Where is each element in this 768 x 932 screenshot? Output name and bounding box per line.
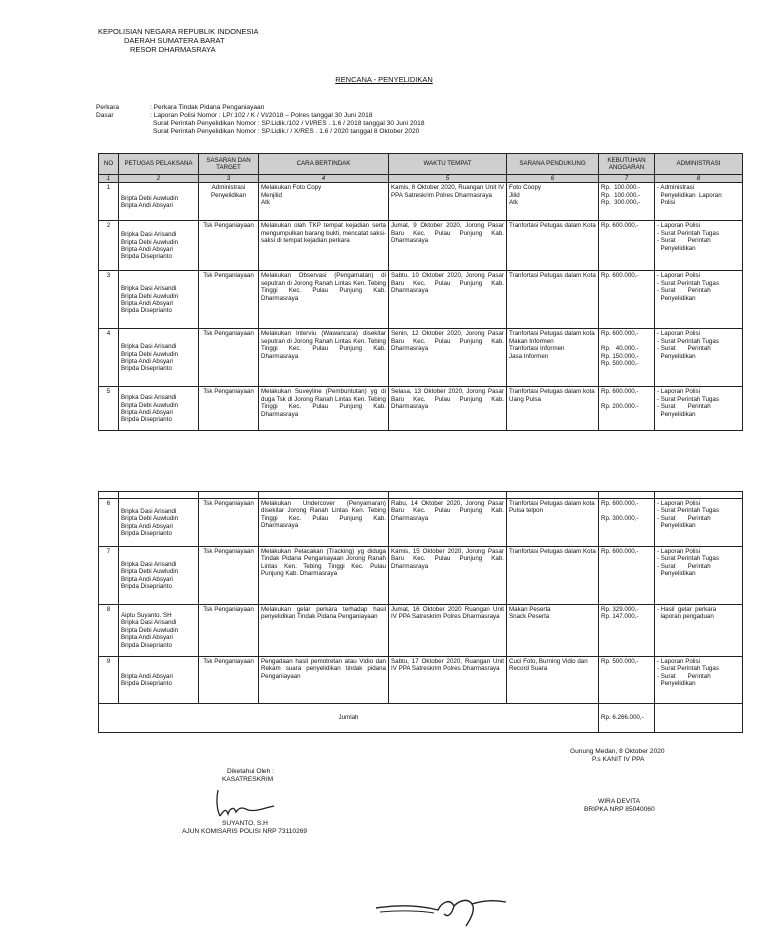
officer-name: Bripda Diseprianto	[121, 680, 172, 687]
table-row	[99, 657, 743, 704]
place-date: Gunung Medan, 8 Oktober 2020	[570, 748, 665, 755]
signature-block-left	[182, 768, 362, 836]
table-row	[99, 387, 743, 431]
sarana-cell	[507, 605, 599, 657]
officer-name: Bripta Debi Auwludin	[121, 568, 179, 576]
cara-cell	[259, 183, 389, 221]
sarana-cell	[507, 387, 599, 431]
sarana-cell	[507, 657, 599, 704]
column-header: SASARAN DAN TARGET	[199, 154, 259, 175]
table-row	[99, 329, 743, 387]
officer-name: Bripta Andi Absyari	[121, 672, 173, 680]
signer-role-left: KASATRESKRIM	[222, 776, 274, 783]
anggaran-line: Rp. 300.000,-	[601, 199, 641, 207]
cara-line: Pengadaan hasil pemotretan atau Vidio dan Rekam suara penyelidikan tindak pidana Penganiayaan	[261, 658, 388, 680]
administrasi-line: - Laporan Polisi	[657, 658, 700, 665]
anggaran-line	[601, 507, 652, 514]
officer-name: Bripta Andi Absyari	[121, 299, 173, 307]
blank-top-row	[99, 492, 743, 499]
sarana-line: Tranfortasi Petugas dalam kota	[509, 500, 595, 507]
plan-table-page-2	[98, 491, 743, 733]
anggaran-line: Rp. 500.000,-	[601, 360, 639, 368]
administrasi-cell	[655, 657, 743, 704]
table-row	[99, 221, 743, 271]
row-number: 2	[99, 221, 119, 271]
officer-name: Bripta Debi Auwludin	[121, 194, 179, 202]
anggaran-line: Rp. 600.000,-	[601, 330, 639, 338]
administrasi-line: - Surat Perintah	[657, 287, 711, 295]
officer-name: Bripda Diseprianto	[121, 529, 172, 537]
total-label: Jumlah	[99, 704, 599, 733]
officer-name: Bripka Dasi Arisandi	[121, 343, 177, 351]
sarana-cell	[507, 329, 599, 387]
administrasi-line: - Surat Perintah	[657, 403, 711, 411]
administrasi-line: Penyelidikan Laporan	[657, 191, 722, 199]
anggaran-cell	[599, 657, 655, 704]
letterhead-line-1: KEPOLISIAN NEGARA REPUBLIK INDONESIA	[98, 27, 259, 36]
sasaran-cell: Tsk Penganiayaan	[199, 499, 259, 547]
cara-line: Melakukan Undercover (Penyamaran) disekitar Jorong Ranah Lintas Ken. Tebing Tinggi Kec. Pulau Punjung Kab. Dharmasraya	[261, 500, 388, 530]
anggaran-cell	[599, 183, 655, 221]
officer-name: Bripda Diseprianto	[121, 253, 172, 261]
handwritten-signature-left	[212, 786, 282, 820]
petugas-cell	[119, 657, 199, 704]
petugas-cell	[119, 221, 199, 271]
cara-line: Melakukan gelar perkara terhadap hasil penyelidikan Tindak Pidana Penganiayaan	[261, 606, 388, 621]
waktu-cell: Sabtu, 10 Oktober 2020, Jorong Pasar Baru Kec. Pulau Punjung Kab. Dharmasraya	[389, 271, 507, 329]
column-header: WAKTU TEMPAT	[389, 154, 507, 175]
officer-name: Bripta Andi Absyari	[121, 408, 173, 416]
letterhead-line-3: RESOR DHARMASRAYA	[130, 45, 216, 54]
row-number: 8	[99, 605, 119, 657]
sarana-line: Cuci Foto, Burning Vidio dan Record Suara	[509, 658, 590, 673]
anggaran-cell	[599, 271, 655, 329]
administrasi-cell	[655, 329, 743, 387]
sasaran-cell: Tsk Penganiayaan	[199, 605, 259, 657]
administrasi-cell	[655, 271, 743, 329]
officer-name: Bripka Dasi Arisandi	[121, 507, 177, 515]
row-number: 1	[99, 183, 119, 221]
known-by-label: Diketahui Oleh :	[227, 768, 274, 775]
sarana-line: Snack Peserta	[509, 613, 550, 621]
letterhead	[98, 27, 258, 54]
administrasi-cell	[655, 499, 743, 547]
cara-line: Melakukan olah TKP tempat kejadian serta mengumpulkan barang bukti, mencatat saksi- saksi di tempat kejadian perkara	[261, 222, 388, 245]
petugas-cell	[119, 499, 199, 547]
anggaran-line: Rp. 300.000,-	[601, 514, 639, 522]
anggaran-line: Rp. 100.000.-	[601, 191, 641, 199]
sarana-cell	[507, 499, 599, 547]
administrasi-line: - Surat Perintah	[657, 672, 711, 680]
column-number: 8	[655, 175, 743, 183]
administrasi-line: - Laporan Polisi	[657, 388, 700, 396]
sasaran-cell: Tsk Penganiayaan	[199, 387, 259, 431]
officer-name: Bripta Andi Absyari	[121, 357, 173, 365]
row-number: 5	[99, 387, 119, 431]
cara-line: Atk	[261, 199, 270, 207]
table-row	[99, 605, 743, 657]
cara-line: Melakukan Foto Copy	[261, 184, 322, 192]
signer-name-left: SUYANTO, S.H	[222, 820, 268, 827]
administrasi-line: - Surat Perintah Tugas	[657, 229, 719, 237]
officer-name: Bripda Diseprianto	[121, 582, 172, 590]
letterhead-line-2: DAERAH SUMATERA BARAT	[124, 36, 225, 45]
row-number: 3	[99, 271, 119, 329]
cara-cell	[259, 499, 389, 547]
anggaran-line: Rp. 600.000,-	[601, 548, 639, 555]
column-number: 4	[259, 175, 389, 183]
officer-name: Bripta Debi Auwludin	[121, 626, 179, 634]
waktu-cell: Kamis, 8 Oktober 2020, Ruangan Unit IV PPA Satreskrim Polres Dharmasraya	[389, 183, 507, 221]
sasaran-cell: Tsk Penganiayaan	[199, 329, 259, 387]
anggaran-cell	[599, 387, 655, 431]
officer-name: Bripda Diseprianto	[121, 307, 172, 315]
administrasi-line: - Surat Perintah Tugas	[657, 279, 719, 287]
administrasi-line: - Surat Perintah Tugas	[657, 395, 719, 403]
waktu-cell: Kamis, 15 Oktober 2020, Jorong Pasar Baru Kec. Pulau Punjung Kab. Dharmasraya	[389, 547, 507, 605]
sarana-line: Makan Peserta	[509, 606, 551, 613]
column-header: CARA BERTINDAK	[259, 154, 389, 175]
petugas-cell	[119, 271, 199, 329]
administrasi-line: Penyelidikan	[657, 244, 696, 252]
anggaran-line: Rp. 329.000,-	[601, 606, 639, 613]
sarana-line: Jasa Informen	[509, 352, 549, 360]
waktu-cell: Sabtu, 17 Oktober 2020, Ruangan Unit IV PPA Satreskrim Polres Dharmasraya	[389, 657, 507, 704]
administrasi-line: - Administrasi	[657, 184, 695, 192]
officer-name: Bripda Diseprianto	[121, 416, 172, 424]
column-number: 5	[389, 175, 507, 183]
officer-name: Bripda Diseprianto	[121, 641, 172, 649]
officer-name: Bripta Debi Auwludin	[121, 515, 179, 523]
administrasi-line: Penyelidikan	[657, 352, 696, 360]
cara-line: Melakukan Interviu (Wawancara) disekitar seputran di Jorong Ranah Lintas Ken. Tebing Tinggi Kec. Pulau Punjung Kab. Dharmasraya	[261, 330, 388, 360]
sarana-line: Jilid	[509, 191, 520, 199]
signer-rank-right: BRIPKA NRP 85040060	[584, 806, 655, 813]
administrasi-line: - Surat Perintah	[657, 237, 711, 245]
sarana-cell	[507, 183, 599, 221]
administrasi-line: - Surat Perintah	[657, 562, 711, 570]
officer-name: Bripta Debi Auwludin	[121, 238, 179, 246]
administrasi-line: Penyelidikan	[657, 570, 696, 578]
sarana-cell	[507, 221, 599, 271]
row-number: 6	[99, 499, 119, 547]
administrasi-line: - Surat Perintah Tugas	[657, 507, 719, 515]
dasar-line-3: Surat Perintah Penyelidikan Nomor : SP.Lidik./ / X/RES . 1.6 / 2020 tanggal 8 Oktober 2020	[153, 128, 420, 135]
column-number-row	[99, 175, 743, 183]
signer-role-right: P.s KANIT IV PPA	[592, 756, 645, 763]
officer-name: Bripta Andi Absyari	[121, 522, 173, 530]
petugas-cell	[119, 547, 199, 605]
total-value: Rp. 6.266.000,-	[599, 704, 655, 733]
officer-name: Bripta Debi Auwludin	[121, 292, 179, 300]
dasar-label: Dasar	[96, 112, 114, 119]
plan-table-page-1	[98, 153, 743, 431]
anggaran-cell	[599, 605, 655, 657]
officer-name: Bripta Andi Absyari	[121, 634, 173, 642]
officer-name: Bripta Andi Absyari	[121, 575, 173, 583]
column-number: 6	[507, 175, 599, 183]
cara-cell	[259, 221, 389, 271]
administrasi-line: laporan pengaduan	[657, 613, 714, 621]
signer-name-right: WIRA DEVITA	[598, 798, 641, 805]
petugas-cell	[119, 183, 199, 221]
sasaran-cell: Administrasi Penyelidikan	[199, 183, 259, 221]
cara-line: Menjilid	[261, 191, 282, 199]
anggaran-line	[601, 396, 652, 403]
officer-name: Bripta Andi Absyari	[121, 201, 173, 209]
officer-name: Bripka Dasi Arisandi	[121, 231, 177, 239]
administrasi-line: Penyelidikan	[657, 680, 696, 688]
anggaran-line: Rp. 40.000.-	[601, 345, 639, 353]
table-header-row	[99, 154, 743, 175]
perkara-value: : Perkara Tindak Pidana Penganiayaan	[150, 104, 265, 111]
sarana-line: Tranfortasi Petugas dalam Kota	[509, 222, 596, 230]
administrasi-line: - Laporan Polisi	[657, 548, 700, 555]
anggaran-line: Rp. 600.000,-	[601, 388, 639, 396]
column-header: SARANA PENDUKUNG	[507, 154, 599, 175]
administrasi-line: Penyelidikan	[657, 410, 696, 418]
administrasi-line: Penyelidikan	[657, 294, 696, 302]
table-row	[99, 499, 743, 547]
officer-name: Bripta Andi Absyari	[121, 245, 173, 253]
administrasi-line: Polisi	[657, 199, 676, 207]
sarana-line: Tranfortasi Petugas dalam Kota	[509, 272, 596, 280]
signature-block-right	[548, 748, 698, 814]
sarana-line: Uang Pulsa	[509, 395, 541, 403]
anggaran-line	[601, 338, 652, 345]
column-header: KEBUTUHAN ANGGARAN	[599, 154, 655, 175]
officer-name: Bripka Dasi Arisandi	[121, 619, 177, 627]
administrasi-cell	[655, 605, 743, 657]
sarana-line: Pulsa telpon	[509, 507, 544, 515]
sasaran-cell: Tsk Penganiayaan	[199, 657, 259, 704]
administrasi-line: - Surat Perintah Tugas	[657, 337, 719, 345]
cara-cell	[259, 387, 389, 431]
anggaran-cell	[599, 329, 655, 387]
table-row	[99, 271, 743, 329]
anggaran-line: Rp. 500.000,-	[601, 658, 639, 665]
officer-name: Bripka Dasi Arisandi	[121, 285, 177, 293]
document-title: RENCANA - PENYELIDIKAN	[335, 75, 433, 84]
administrasi-cell	[655, 221, 743, 271]
sasaran-cell: Tsk Penganiayaan	[199, 221, 259, 271]
anggaran-line: Rp. 600.000,-	[601, 222, 639, 230]
sarana-line: Foto Coopy	[509, 184, 541, 192]
sarana-line: Tranfortasi Informen	[509, 345, 565, 353]
column-number: 7	[599, 175, 655, 183]
officer-name: Bripta Debi Auwludin	[121, 350, 179, 358]
sasaran-cell: Tsk Penganiayaan	[199, 271, 259, 329]
cara-cell	[259, 657, 389, 704]
administrasi-line: - Laporan Polisi	[657, 500, 700, 507]
waktu-cell: Senin, 12 Oktober 2020, Jorong Pasar Baru Kec. Pulau Punjung Kab. Dharmasraya	[389, 329, 507, 387]
administrasi-cell	[655, 183, 743, 221]
sarana-line: Tranfortasi Petugas dalam kota	[509, 388, 595, 396]
column-header: NO	[99, 154, 119, 175]
administrasi-line: - Laporan Polisi	[657, 272, 700, 280]
officer-name: Bripda Diseprianto	[121, 365, 172, 373]
cara-line: Melakukan Observasi (Pengamatan) di seputran di Jorong Ranah Lintas Ken. Tebing Tinggi Kec. Pulau Punjung Kab. Dharmasraya	[261, 272, 388, 302]
column-header: ADMINISTRASI	[655, 154, 743, 175]
administrasi-line: - Laporan Polisi	[657, 222, 700, 230]
cara-line: Melakukan Pelacakan (Tracking) yg diduga Tindak Pidana Penganiayaan Jorong Ranah Lintas Ken. Tebing Tinggi Kec. Pulau Punjung Kab. Dharmasraya	[261, 548, 388, 578]
administrasi-line: - Surat Perintah Tugas	[657, 555, 719, 563]
officer-name: Bripka Dasi Arisandi	[121, 560, 177, 568]
case-meta	[96, 104, 425, 136]
table-row	[99, 547, 743, 605]
cara-cell	[259, 329, 389, 387]
row-number: 9	[99, 657, 119, 704]
sasaran-cell: Tsk Penganiayaan	[199, 547, 259, 605]
officer-name: Aiptu Suyanto. SH	[121, 611, 172, 619]
anggaran-line: Rp. 100.000.-	[601, 184, 641, 192]
administrasi-line: - Surat Perintah Tugas	[657, 665, 719, 673]
administrasi-line: - Surat Perintah	[657, 345, 711, 353]
administrasi-line: - Hasil gelar perkara	[657, 606, 717, 613]
anggaran-cell	[599, 221, 655, 271]
cara-cell	[259, 605, 389, 657]
column-number: 3	[199, 175, 259, 183]
sarana-cell	[507, 271, 599, 329]
sarana-line: Tranfortasi Petugas dalam kota	[509, 330, 595, 338]
administrasi-line: Penyelidikan	[657, 522, 696, 530]
sarana-line: Tranfortasi Petugas dalam Kota	[509, 548, 596, 555]
perkara-label: Perkara	[96, 104, 120, 111]
waktu-cell: Rabu, 14 Oktober 2020, Jorong Pasar Baru Kec. Pulau Punjung Kab. Dharmasraya	[389, 499, 507, 547]
handwritten-signature-bottom	[372, 890, 512, 930]
sarana-line: Atk	[509, 199, 518, 207]
anggaran-line: Rp. 147.000,-	[601, 613, 639, 621]
administrasi-line: - Laporan Polisi	[657, 330, 700, 338]
anggaran-line: Rp. 600.000,-	[601, 272, 639, 280]
row-number: 4	[99, 329, 119, 387]
sarana-line: Makan Informen	[509, 337, 554, 345]
waktu-cell: Jumat, 16 Oktober 2020 Ruangan Unit IV PPA Satreskrim Polres Dharmasraya	[389, 605, 507, 657]
anggaran-line: Rp. 200.000.-	[601, 403, 639, 411]
table-row	[99, 183, 743, 221]
officer-name: Bripta Debi Auwludin	[121, 401, 179, 409]
cara-cell	[259, 271, 389, 329]
dasar-line-2: Surat Perintah Penyelidikan Nomor : SP.Lidik./102 / VI/RES . 1.6 / 2018 tanggal 30 Juni 2018	[153, 120, 425, 127]
dasar-line-1: : Laporan Polisi Nomor : LP/ 102 / K / VI/2018 – Polres tanggal 30 Juni 2018	[150, 112, 373, 119]
petugas-cell	[119, 605, 199, 657]
cara-line: Melakukan Suveyline (Pembuntutan) yg di duga Tsk di Jorong Ranah Lintas Ken. Tebing Tinggi Kec. Pulau Punjung Kab. Dharmasraya	[261, 388, 388, 418]
column-header: PETUGAS PELAKSANA	[119, 154, 199, 175]
administrasi-line: - Surat Perintah	[657, 514, 711, 522]
administrasi-cell	[655, 547, 743, 605]
row-number: 7	[99, 547, 119, 605]
total-row	[99, 704, 743, 733]
waktu-cell: Selasa, 13 Oktober 2020, Jorong Pasar Baru Kec. Pulau Punjung Kab. Dharmasraya	[389, 387, 507, 431]
officer-name: Bripka Dasi Arisandi	[121, 394, 177, 402]
signer-rank-left: AJUN KOMISARIS POLISI NRP 73110269	[182, 828, 308, 835]
column-number: 1	[99, 175, 119, 183]
anggaran-cell	[599, 499, 655, 547]
administrasi-cell	[655, 387, 743, 431]
waktu-cell: Jumat, 9 Oktober 2020, Jorong Pasar Baru Kec. Pulau Punjung Kab. Dharmasraya	[389, 221, 507, 271]
anggaran-cell	[599, 547, 655, 605]
anggaran-line: Rp. 150.000,-	[601, 352, 639, 360]
sarana-cell	[507, 547, 599, 605]
column-number: 2	[119, 175, 199, 183]
cara-cell	[259, 547, 389, 605]
petugas-cell	[119, 329, 199, 387]
anggaran-line: Rp. 600.000,-	[601, 500, 639, 507]
petugas-cell	[119, 387, 199, 431]
